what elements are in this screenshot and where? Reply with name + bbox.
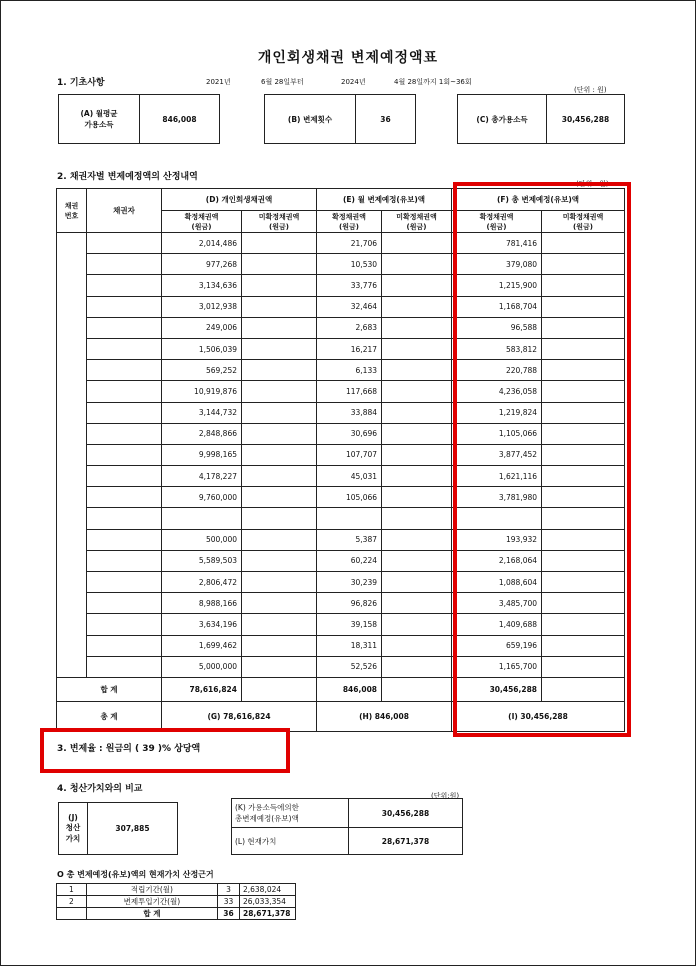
row-d-confirmed: 5,589,503 xyxy=(162,550,242,571)
row-d-unconfirmed xyxy=(242,444,317,465)
basis-row xyxy=(57,884,296,896)
basis-no: 1 xyxy=(57,884,87,896)
sub-f-confirmed: 확정채권액 (원금) xyxy=(452,211,542,233)
row-d-unconfirmed xyxy=(242,233,317,254)
row-e-confirmed: 117,668 xyxy=(317,381,382,402)
row-e-confirmed: 30,239 xyxy=(317,572,382,593)
a-label: (A) 월평균 가용소득 xyxy=(59,95,140,143)
row-creditor xyxy=(87,233,162,254)
row-creditor xyxy=(87,508,162,529)
row-f-confirmed: 781,416 xyxy=(452,233,542,254)
b-label: (B) 변제횟수 xyxy=(265,95,356,143)
row-d-confirmed: 500,000 xyxy=(162,529,242,550)
row-e-unconfirmed xyxy=(382,508,452,529)
row-d-confirmed: 3,012,938 xyxy=(162,296,242,317)
row-e-unconfirmed xyxy=(382,296,452,317)
row-f-confirmed: 1,105,066 xyxy=(452,423,542,444)
basis-label: 변제투입기간(월) xyxy=(86,896,217,908)
row-d-confirmed xyxy=(162,508,242,529)
row-d-unconfirmed xyxy=(242,487,317,508)
grand-label: 총 계 xyxy=(57,701,162,731)
row-no xyxy=(57,572,87,593)
row-d-unconfirmed xyxy=(242,402,317,423)
row-creditor xyxy=(87,572,162,593)
row-no xyxy=(57,614,87,635)
row-no xyxy=(57,635,87,656)
row-d-unconfirmed xyxy=(242,656,317,677)
row-no xyxy=(57,381,87,402)
row-e-confirmed: 6,133 xyxy=(317,360,382,381)
period-start: 6월 28일부터 xyxy=(261,78,304,86)
row-no xyxy=(57,317,87,338)
row-creditor xyxy=(87,635,162,656)
row-d-confirmed: 249,006 xyxy=(162,317,242,338)
basis-row xyxy=(57,908,296,920)
row-d-unconfirmed xyxy=(242,614,317,635)
row-e-confirmed xyxy=(317,508,382,529)
sum-e-unconfirmed xyxy=(382,677,452,701)
row-no xyxy=(57,254,87,275)
row-no xyxy=(57,550,87,571)
row-e-unconfirmed xyxy=(382,593,452,614)
row-e-unconfirmed xyxy=(382,233,452,254)
row-creditor xyxy=(87,614,162,635)
row-creditor xyxy=(87,402,162,423)
row-creditor xyxy=(87,317,162,338)
period-end-year: 2024년 xyxy=(341,78,366,86)
grand-h: (H) 846,008 xyxy=(317,701,452,731)
row-e-confirmed: 60,224 xyxy=(317,550,382,571)
row-no xyxy=(57,529,87,550)
basis-label: 적립기간(월) xyxy=(86,884,217,896)
repayment-rate: 3. 변제율 : 원금의 ( 39 )% 상당액 xyxy=(57,744,201,754)
basis-table xyxy=(56,883,296,920)
row-no xyxy=(57,338,87,359)
basis-title: O 총 변제예정(유보)액의 현재가치 산정근거 xyxy=(57,870,214,879)
row-e-confirmed: 10,530 xyxy=(317,254,382,275)
c-value: 30,456,288 xyxy=(561,114,610,124)
j-value: 307,885 xyxy=(115,824,150,833)
row-e-confirmed: 2,683 xyxy=(317,317,382,338)
row-f-confirmed: 1,409,688 xyxy=(452,614,542,635)
row-f-confirmed: 96,588 xyxy=(452,317,542,338)
row-e-unconfirmed xyxy=(382,466,452,487)
row-d-unconfirmed xyxy=(242,572,317,593)
row-e-confirmed: 39,158 xyxy=(317,614,382,635)
basis-row xyxy=(57,896,296,908)
row-d-confirmed: 8,988,166 xyxy=(162,593,242,614)
row-d-unconfirmed xyxy=(242,381,317,402)
row-d-unconfirmed xyxy=(242,593,317,614)
row-d-confirmed: 9,760,000 xyxy=(162,487,242,508)
row-d-confirmed: 4,178,227 xyxy=(162,466,242,487)
basis-value: 2,638,024 xyxy=(239,884,295,896)
row-f-confirmed: 193,932 xyxy=(452,529,542,550)
k-label: (K) 가용소득에의한 총변제예정(유보)액 xyxy=(232,799,349,828)
row-creditor xyxy=(87,444,162,465)
row-d-confirmed: 9,998,165 xyxy=(162,444,242,465)
row-no xyxy=(57,487,87,508)
l-value: 28,671,378 xyxy=(349,828,463,855)
row-no xyxy=(57,593,87,614)
row-d-confirmed: 2,806,472 xyxy=(162,572,242,593)
k-value: 30,456,288 xyxy=(349,799,463,828)
unit-label-1: (단위 : 원) xyxy=(574,86,607,94)
section4-title: 4. 청산가치와의 비교 xyxy=(57,784,143,794)
header-f: (F) 총 변제예정(유보)액 xyxy=(452,189,625,211)
box-c xyxy=(457,94,625,144)
row-e-unconfirmed xyxy=(382,614,452,635)
l-label: (L) 현재가치 xyxy=(232,828,349,855)
a-value: 846,008 xyxy=(162,114,197,124)
sum-d: 78,616,824 xyxy=(162,677,242,701)
row-f-confirmed: 3,877,452 xyxy=(452,444,542,465)
unit-label-2: (단위 : 원) xyxy=(576,180,609,188)
row-d-unconfirmed xyxy=(242,338,317,359)
row-d-confirmed: 3,144,732 xyxy=(162,402,242,423)
row-f-confirmed: 3,781,980 xyxy=(452,487,542,508)
sub-f-unconfirmed: 미확정채권액 (원금) xyxy=(542,211,625,233)
row-d-unconfirmed xyxy=(242,635,317,656)
row-d-confirmed: 2,848,866 xyxy=(162,423,242,444)
section2-title: 2. 채권자별 변제예정액의 산정내역 xyxy=(57,172,198,182)
b-value: 36 xyxy=(380,114,391,124)
section1-title: 1. 기초사항 xyxy=(57,78,105,88)
box-a xyxy=(58,94,220,144)
row-f-confirmed: 1,215,900 xyxy=(452,275,542,296)
row-no xyxy=(57,444,87,465)
row-d-unconfirmed xyxy=(242,529,317,550)
row-f-confirmed: 4,236,058 xyxy=(452,381,542,402)
row-e-unconfirmed xyxy=(382,402,452,423)
row-f-confirmed: 583,812 xyxy=(452,338,542,359)
basis-months: 33 xyxy=(218,896,240,908)
row-d-confirmed: 977,268 xyxy=(162,254,242,275)
row-d-confirmed: 3,134,636 xyxy=(162,275,242,296)
row-e-unconfirmed xyxy=(382,444,452,465)
row-e-confirmed: 33,884 xyxy=(317,402,382,423)
row-creditor xyxy=(87,296,162,317)
row-f-confirmed: 659,196 xyxy=(452,635,542,656)
row-no xyxy=(57,360,87,381)
basis-value: 26,033,354 xyxy=(239,896,295,908)
basis-no: 2 xyxy=(57,896,87,908)
row-d-unconfirmed xyxy=(242,317,317,338)
row-e-unconfirmed xyxy=(382,423,452,444)
sub-d-confirmed: 확정채권액 (원금) xyxy=(162,211,242,233)
header-no: 채권 번호 xyxy=(57,189,87,233)
row-e-unconfirmed xyxy=(382,338,452,359)
row-e-confirmed: 18,311 xyxy=(317,635,382,656)
row-d-unconfirmed xyxy=(242,508,317,529)
highlight-total-column xyxy=(453,182,631,737)
row-f-confirmed: 2,168,064 xyxy=(452,550,542,571)
row-e-confirmed: 107,707 xyxy=(317,444,382,465)
box-j xyxy=(58,802,178,855)
row-d-confirmed: 1,506,039 xyxy=(162,338,242,359)
row-f-confirmed: 1,088,604 xyxy=(452,572,542,593)
row-creditor xyxy=(87,381,162,402)
row-creditor xyxy=(87,550,162,571)
sum-label: 합 계 xyxy=(57,677,162,701)
row-no xyxy=(57,402,87,423)
row-e-unconfirmed xyxy=(382,317,452,338)
row-f-confirmed: 1,168,704 xyxy=(452,296,542,317)
row-d-unconfirmed xyxy=(242,296,317,317)
row-creditor xyxy=(87,466,162,487)
row-d-unconfirmed xyxy=(242,423,317,444)
row-e-confirmed: 32,464 xyxy=(317,296,382,317)
row-e-unconfirmed xyxy=(382,656,452,677)
basis-no xyxy=(57,908,87,920)
row-creditor xyxy=(87,656,162,677)
c-label: (C) 총가용소득 xyxy=(458,95,547,143)
row-e-unconfirmed xyxy=(382,550,452,571)
row-creditor xyxy=(87,423,162,444)
row-d-confirmed: 2,014,486 xyxy=(162,233,242,254)
period-start-year: 2021년 xyxy=(206,78,231,86)
comparison-table xyxy=(231,798,463,855)
row-no xyxy=(57,508,87,529)
row-creditor xyxy=(87,593,162,614)
row-e-unconfirmed xyxy=(382,254,452,275)
row-e-unconfirmed xyxy=(382,635,452,656)
row-e-confirmed: 45,031 xyxy=(317,466,382,487)
row-f-confirmed: 379,080 xyxy=(452,254,542,275)
row-f-confirmed: 220,788 xyxy=(452,360,542,381)
row-creditor xyxy=(87,275,162,296)
basis-months: 3 xyxy=(218,884,240,896)
sum-f: 30,456,288 xyxy=(452,677,542,701)
basis-label: 합 계 xyxy=(86,908,217,920)
row-creditor xyxy=(87,487,162,508)
row-e-unconfirmed xyxy=(382,529,452,550)
sub-e-unconfirmed: 미확정채권액 (원금) xyxy=(382,211,452,233)
row-d-unconfirmed xyxy=(242,275,317,296)
sub-d-unconfirmed: 미확정채권액 (원금) xyxy=(242,211,317,233)
row-creditor xyxy=(87,254,162,275)
basis-months: 36 xyxy=(218,908,240,920)
basis-value: 28,671,378 xyxy=(239,908,295,920)
row-d-confirmed: 10,919,876 xyxy=(162,381,242,402)
row-e-confirmed: 5,387 xyxy=(317,529,382,550)
row-e-unconfirmed xyxy=(382,487,452,508)
box-b xyxy=(264,94,416,144)
row-d-unconfirmed xyxy=(242,466,317,487)
row-e-confirmed: 96,826 xyxy=(317,593,382,614)
row-e-confirmed: 30,696 xyxy=(317,423,382,444)
unit-label-4: (단위:원) xyxy=(431,792,460,800)
row-f-confirmed: 3,485,700 xyxy=(452,593,542,614)
row-d-confirmed: 5,000,000 xyxy=(162,656,242,677)
row-e-confirmed: 105,066 xyxy=(317,487,382,508)
row-d-unconfirmed xyxy=(242,550,317,571)
row-no xyxy=(57,423,87,444)
row-d-confirmed: 3,634,196 xyxy=(162,614,242,635)
sum-e: 846,008 xyxy=(317,677,382,701)
header-d: (D) 개인회생채권액 xyxy=(162,189,317,211)
row-e-confirmed: 52,526 xyxy=(317,656,382,677)
row-d-confirmed: 1,699,462 xyxy=(162,635,242,656)
row-creditor xyxy=(87,338,162,359)
row-d-confirmed: 569,252 xyxy=(162,360,242,381)
row-no xyxy=(57,275,87,296)
row-f-confirmed: 1,165,700 xyxy=(452,656,542,677)
row-e-confirmed: 21,706 xyxy=(317,233,382,254)
row-e-confirmed: 33,776 xyxy=(317,275,382,296)
grand-g: (G) 78,616,824 xyxy=(162,701,317,731)
row-d-unconfirmed xyxy=(242,360,317,381)
header-e: (E) 월 변제예정(유보)액 xyxy=(317,189,452,211)
row-f-confirmed: 1,621,116 xyxy=(452,466,542,487)
sub-e-confirmed: 확정채권액 (원금) xyxy=(317,211,382,233)
row-e-unconfirmed xyxy=(382,381,452,402)
row-d-unconfirmed xyxy=(242,254,317,275)
row-creditor xyxy=(87,360,162,381)
header-creditor: 채권자 xyxy=(87,189,162,233)
page-title: 개인회생채권 변제예정액표 xyxy=(257,50,439,66)
sum-d-unconfirmed xyxy=(242,677,317,701)
period-end: 4월 28일까지 1회~36회 xyxy=(394,78,472,86)
row-no xyxy=(57,466,87,487)
row-e-unconfirmed xyxy=(382,360,452,381)
row-creditor xyxy=(87,529,162,550)
row-e-unconfirmed xyxy=(382,572,452,593)
j-label: (J) 청산 가치 xyxy=(59,803,88,854)
row-e-confirmed: 16,217 xyxy=(317,338,382,359)
row-no xyxy=(57,656,87,677)
row-f-confirmed: 1,219,824 xyxy=(452,402,542,423)
row-e-unconfirmed xyxy=(382,275,452,296)
row-no xyxy=(57,296,87,317)
grand-i: (I) 30,456,288 xyxy=(452,701,625,731)
row-no xyxy=(57,233,87,254)
